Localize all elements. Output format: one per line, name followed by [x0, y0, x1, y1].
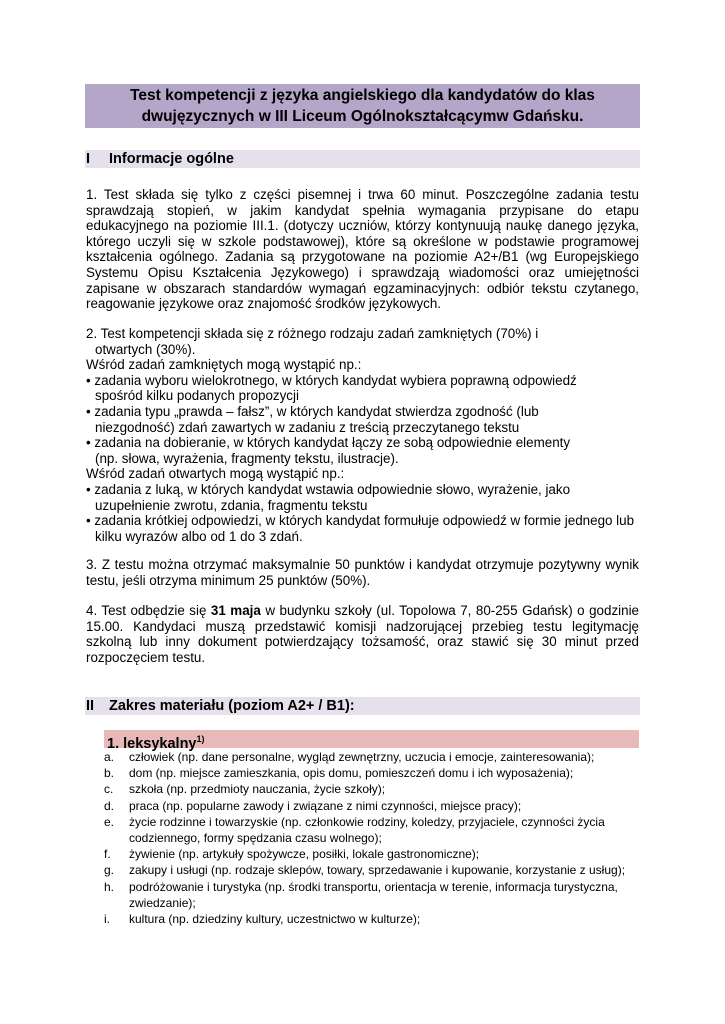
paragraph-4	[86, 603, 639, 665]
list-letter: h.	[104, 879, 115, 894]
list-item-text: praca (np. popularne zawody i związane z nimi czynności, miejsce pracy);	[129, 798, 522, 813]
list-item-text: dom (np. miejsce zamieszkania, opis domu, pomieszczeń domu i ich wyposażenia);	[129, 766, 574, 781]
closed-task-item: spośród kilku podanych propozycji	[95, 388, 299, 404]
paragraph-2-intro: 2. Test kompetencji składa się z różnego rodzaju zadań zamkniętych (70%) i	[86, 326, 539, 341]
title-line-2: dwujęzycznych w III Liceum Ogólnokształcącymw Gdańsku.	[141, 108, 584, 125]
closed-task-item: (np. słowa, wyrażenia, fragmenty tekstu, ilustracje).	[95, 450, 399, 466]
paragraph-4-text: w budynku szkoły (ul. Topolowa 7, 80-255 Gdańsk) o godzinie	[260, 603, 639, 618]
section-1-label: Informacje ogólne	[109, 151, 234, 167]
list-letter: e.	[104, 814, 115, 829]
section-1-heading	[86, 150, 234, 168]
list-item	[104, 814, 644, 846]
list-item-text: podróżowanie i turystyka (np. środki transportu, orientacja w terenie, informacja turystyczna, zwiedzanie);	[129, 879, 618, 910]
paragraph-1-line: 1. Test składa się tylko z części pisemnej i trwa 60 minut. Poszczególne zadania testu	[86, 187, 639, 202]
list-letter: d.	[104, 798, 115, 813]
list-item-text: zakupy i usługi (np. rodzaje sklepów, towary, sprzedawanie i kupowanie, korzystanie z usług);	[129, 863, 626, 878]
list-item	[104, 749, 644, 765]
list-item-text: żywienie (np. artykuły spożywcze, posiłki, lokale gastronomiczne);	[129, 847, 480, 862]
paragraph-1-line: zapisane w obszarach standardów wymagań egzaminacyjnych: odbiór tekstu czytanego,	[86, 280, 639, 296]
list-item	[104, 781, 644, 797]
open-task-item: • zadania krótkiej odpowiedzi, w których kandydat formułuje odpowiedź w formie jednego lub	[86, 513, 635, 529]
paragraph-4-line: rozpoczęciem testu.	[86, 649, 206, 665]
closed-task-item: niezgodność) zdań zawartych w zadaniu z treścią przeczytanego tekstu	[95, 419, 520, 435]
list-item-text: życie rodzinne i towarzyskie (np. członkowie rodziny, koledzy, przyjaciele, czynności życia codziennego, formy spędzania czasu wolnego);	[129, 814, 605, 846]
paragraph-1-line: kształcenia ogólnego. Zadania są przygotowane na poziomie A2+/B1 (wg Europejskiego	[86, 249, 639, 265]
list-item	[104, 862, 644, 878]
list-item	[104, 846, 644, 862]
open-tasks-heading: Wśród zadań otwartych mogą wystąpić np.:	[86, 466, 345, 482]
paragraph-4-text: 4. Test odbędzie się	[86, 603, 211, 618]
list-letter: g.	[104, 863, 115, 878]
footnote-marker: 1)	[196, 734, 205, 744]
paragraph-2-intro: otwartych (30%).	[95, 341, 196, 357]
paragraph-4-line: 15.00. Kandydaci muszą przedstawić komisji nadzorującej przebieg testu legitymację	[86, 618, 639, 634]
list-letter: a.	[104, 750, 115, 764]
list-letter: i.	[104, 912, 110, 927]
exam-date: 31 maja	[210, 603, 261, 618]
paragraph-1	[86, 187, 639, 312]
list-item-text: człowiek (np. dane personalne, wygląd zewnętrzny, uczucia i emocje, zainteresowania);	[129, 750, 595, 764]
paragraph-4-line: szkolną lub inny dokument potwierdzający tożsamość, oraz stawić się 30 minut przed	[86, 634, 639, 650]
list-letter: f.	[104, 847, 111, 862]
paragraph-1-line: Systemu Opisu Kształcenia Językowego) i sprawdzają wiadomości oraz umiejętności	[86, 264, 639, 280]
paragraph-1-line: edukacyjnego na poziomie III.1. (dotyczy uczniów, którzy kontynuują naukę danego języka,	[86, 218, 639, 234]
list-item-text: szkoła (np. przedmioty nauczania, życie szkoły);	[129, 782, 386, 797]
paragraph-1-line: sprawdzają stopień, w jakim kandydat spełnia wymagania przypisane do etapu	[86, 202, 639, 218]
section-2-label: Zakres materiału (poziom A2+ / B1):	[109, 698, 355, 714]
section-1-number: I	[86, 151, 91, 167]
title-line-1: Test kompetencji z języka angielskiego dla kandydatów do klas	[130, 87, 595, 104]
paragraph-3	[86, 557, 639, 588]
paragraph-3-line: 3. Z testu można otrzymać maksymalnie 50 punktów i kandydat otrzymuje pozytywny wynik	[86, 557, 639, 572]
list-item-text: kultura (np. dziedziny kultury, uczestnictwo w kulturze);	[129, 912, 421, 927]
closed-task-item: • zadania na dobieranie, w których kandydat łączy ze sobą odpowiednie elementy	[86, 435, 571, 451]
closed-task-item: • zadania typu „prawda – fałsz”, w których kandydat stwierdza zgodność (lub	[86, 403, 539, 419]
section-2-number: II	[86, 698, 95, 714]
closed-task-item: • zadania wyboru wielokrotnego, w których kandydat wybiera poprawną odpowiedź	[86, 372, 577, 388]
list-item	[104, 911, 644, 927]
lexical-items-list	[104, 749, 644, 927]
paragraph-1-line: którego uczyli się w szkole podstawowej), które są określone w podstawie programowej	[86, 233, 639, 249]
list-letter: c.	[104, 782, 114, 797]
list-item	[104, 765, 644, 781]
subsection-1-label: 1. leksykalny	[107, 736, 197, 752]
document-title	[85, 84, 640, 128]
open-task-item: • zadania z luką, w których kandydat wstawia odpowiednie słowo, wyrażenie, jako	[86, 481, 571, 497]
closed-tasks-heading: Wśród zadań zamkniętych mogą wystąpić np.:	[86, 357, 362, 373]
open-task-item: uzupełnienie zwrotu, zdania, fragmentu tekstu	[95, 497, 368, 513]
section-2-heading	[86, 697, 355, 715]
list-item	[104, 798, 644, 814]
paragraph-2	[86, 326, 639, 544]
paragraph-4-line	[86, 603, 639, 619]
list-letter: b.	[104, 766, 115, 781]
paragraph-1-line: reagowanie językowe oraz znajomość środków językowych.	[86, 296, 442, 312]
list-item	[104, 879, 644, 911]
paragraph-3-line: testu, jeśli otrzyma minimum 25 punktów (50%).	[86, 572, 371, 588]
open-task-item: kilku wyrazów albo od 1 do 3 zdań.	[95, 528, 303, 544]
